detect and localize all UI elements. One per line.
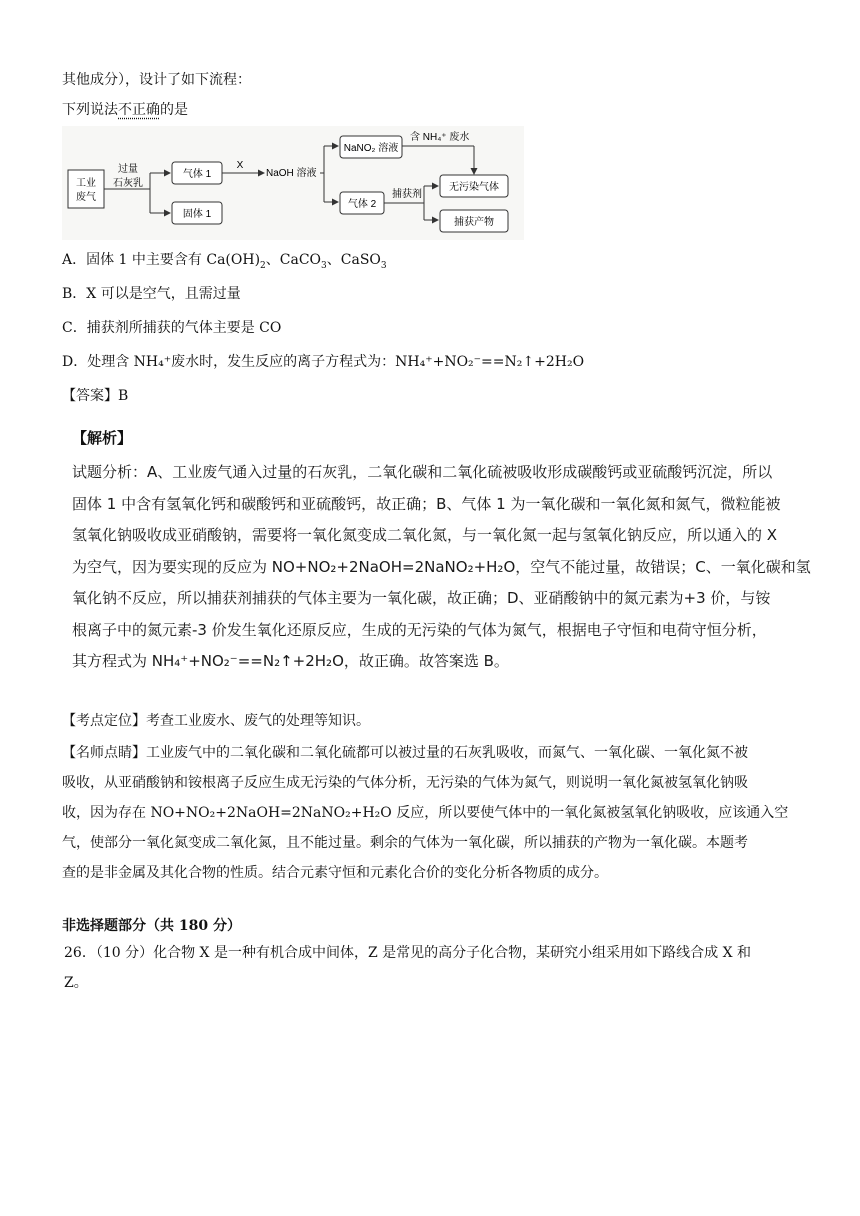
lime-label-2: 石灰乳 bbox=[113, 178, 143, 189]
option-a-sub-2: 3 bbox=[321, 260, 327, 271]
intro-prefix: 下列说法 bbox=[62, 102, 118, 118]
mingshi-paragraph bbox=[62, 738, 802, 888]
nh4-waste-label: 含 NH₄⁺ 废水 bbox=[410, 132, 470, 143]
mingshi-line: 【名师点睛】工业废气中的二氧化碳和二氧化硫都可以被过量的石灰乳吸收，而氮气、一氧化碳、一氧化氮不被 bbox=[62, 745, 748, 761]
captured-product-label: 捕获产物 bbox=[454, 217, 494, 228]
waste-gas-label-1: 工业 bbox=[76, 178, 96, 189]
option-a-sub-1: 2 bbox=[260, 260, 266, 271]
gas2-label: 气体 2 bbox=[347, 199, 377, 210]
analysis-line: 其方程式为 NH₄⁺+NO₂⁻==N₂↑+2H₂O，故正确。故答案选 B。 bbox=[72, 652, 509, 670]
option-a-text: A．固体 1 中主要含有 Ca(OH) bbox=[62, 252, 261, 268]
question-26-line-2: Z。 bbox=[64, 975, 88, 991]
analysis-line: 固体 1 中含有氢氧化钙和碳酸钙和亚硫酸钙，故正确；B、气体 1 为一氧化碳和一氧化氮和氮气，微粒能被 bbox=[72, 494, 781, 513]
clean-gas-label: 无污染气体 bbox=[449, 182, 499, 193]
analysis-line: 根离子中的氮元素-3 价发生氧化还原反应，生成的无污染的气体为氮气，根据电子守恒和电荷守恒分析， bbox=[72, 620, 767, 639]
lime-label-1: 过量 bbox=[118, 164, 138, 175]
option-d: D．处理含 NH₄⁺废水时，发生反应的离子方程式为：NH₄⁺+NO₂⁻==N₂↑+2H₂O bbox=[62, 354, 585, 370]
analysis-line: 氢氧化钠吸收成亚硝酸钠，需要将一氧化氮变成二氧化氮，与一氧化氮一起与氢氧化钠反应，所以通入的 X bbox=[72, 526, 778, 544]
intro-line-2 bbox=[62, 100, 188, 120]
intro-emphasis: 不正确 bbox=[118, 102, 160, 118]
option-b: B．X 可以是空气，且需过量 bbox=[62, 286, 241, 302]
gas1-label: 气体 1 bbox=[182, 169, 212, 180]
option-a-mid-1: 、CaCO bbox=[265, 252, 322, 268]
question-26-line-1: 26．（10 分）化合物 X 是一种有机合成中间体，Z 是常见的高分子化合物，某研究小组采用如下路线合成 X 和 bbox=[64, 945, 751, 961]
mingshi-line: 收，因为存在 NO+NO₂+2NaOH=2NaNO₂+H₂O 反应，所以要使气体中的一氧化氮被氢氧化钠吸收，应该通入空 bbox=[62, 805, 789, 821]
option-c: C．捕获剂所捕获的气体主要是 CO bbox=[62, 320, 282, 336]
analysis-body bbox=[72, 457, 817, 678]
kaodian-line: 【考点定位】考查工业废水、废气的处理等知识。 bbox=[62, 713, 370, 729]
question-26 bbox=[64, 938, 804, 998]
analysis-line: 为空气，因为要实现的反应为 NO+NO₂+2NaOH=2NaNO₂+H₂O，空气不能过量，故错误；C、一氧化碳和氢 bbox=[72, 557, 811, 576]
analysis-line: 试题分析：A、工业废气通入过量的石灰乳，二氧化碳和二氧化硫被吸收形成碳酸钙或亚硫酸钙沉淀，所以 bbox=[72, 463, 773, 481]
analysis-heading: 【解析】 bbox=[72, 429, 133, 447]
intro-line-1: 其他成分），设计了如下流程： bbox=[62, 72, 251, 88]
answer-line: 【答案】B bbox=[62, 388, 129, 404]
mingshi-line: 查的是非金属及其化合物的性质。结合元素守恒和元素化合价的变化分析各物质的成分。 bbox=[62, 865, 608, 881]
intro-suffix: 的是 bbox=[160, 102, 188, 118]
mingshi-line: 气，使部分一氧化氮变成二氧化氮，且不能过量。剩余的气体为一氧化碳，所以捕获的产物为一氧化碳。本题考 bbox=[62, 835, 748, 851]
waste-gas-label-2: 废气 bbox=[76, 192, 96, 203]
option-a bbox=[62, 250, 387, 276]
solid1-label: 固体 1 bbox=[182, 209, 212, 220]
x-label: X bbox=[236, 160, 244, 171]
capture-agent-label: 捕获剂 bbox=[392, 189, 422, 200]
analysis-line: 氧化钠不反应，所以捕获剂捕获的气体主要为一氧化碳，故正确；D、亚硝酸钠中的氮元素为+3 价，与铵 bbox=[72, 589, 771, 607]
option-a-mid-2: 、CaSO bbox=[326, 252, 381, 268]
option-a-sub-3: 3 bbox=[380, 260, 387, 271]
nano2-label: NaNO₂ 溶液 bbox=[343, 143, 399, 154]
process-flow-diagram bbox=[62, 126, 524, 240]
mingshi-line: 吸收，从亚硝酸钠和铵根离子反应生成无污染的气体分析，无污染的气体为氮气，则说明一氧化氮被氢氧化钠吸 bbox=[62, 775, 748, 791]
naoh-label: NaOH 溶液 bbox=[266, 168, 317, 179]
section-heading: 非选择题部分（共 180 分） bbox=[62, 918, 241, 934]
